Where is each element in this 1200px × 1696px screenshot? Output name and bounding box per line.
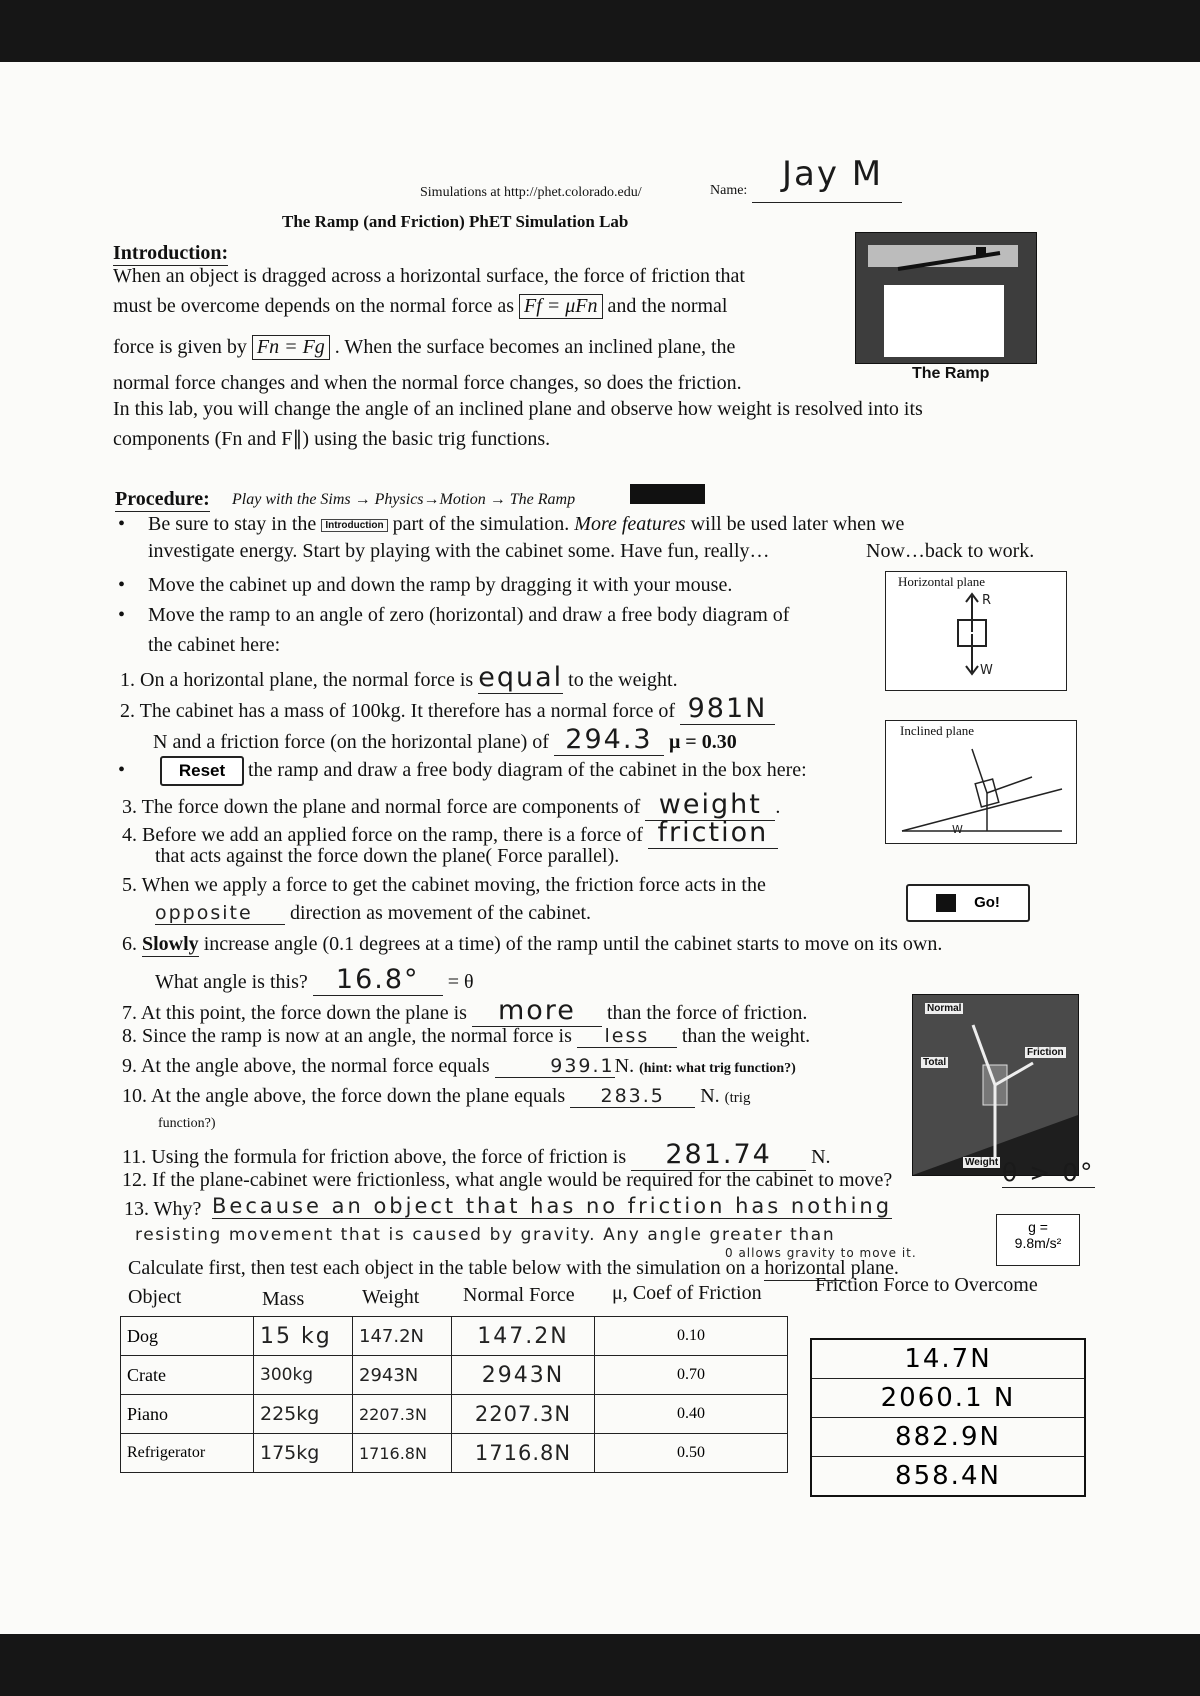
cell-weight: 2943N [353,1356,452,1395]
inclined-fbd-drawing [892,739,1072,839]
header-mass: Mass [262,1288,305,1310]
cell-mass: 300kg [254,1356,353,1395]
bullet-1-text-2: investigate energy. Start by playing with the cabinet some. Have fun, really… [148,540,770,562]
bullet-2-text: Move the cabinet up and down the ramp by dragging it with your mouse. [148,574,733,596]
cell-mu: 0.10 [595,1317,788,1356]
procedure-path: Play with the Sims → Physics→Motion → The Ramp [232,491,576,508]
cell-weight: 2207.3N [353,1395,452,1434]
intro-line-2: must be overcome depends on the normal force as Ff = μFn and the normal [113,295,728,317]
ramp-sim-panel [884,285,1004,357]
q5-answer: opposite [155,902,285,925]
name-value: Jay M [782,154,884,194]
bullet-4: • [118,759,126,781]
source-line: Simulations at http://phet.colorado.edu/ [420,185,642,200]
svg-text:W: W [980,663,993,678]
cell-object: Piano [121,1395,254,1434]
cell-object: Dog [121,1317,254,1356]
cell-mass: 225kg [254,1395,353,1434]
cell-weight: 147.2N [353,1317,452,1356]
ramp-screenshot [855,232,1037,364]
reset-button[interactable]: Reset [160,756,244,786]
cell-mass: 175kg [254,1434,353,1473]
cell-normal: 2207.3N [452,1395,595,1434]
worksheet-page [0,62,1200,1634]
introduction-tab-tag: Introduction [321,519,387,532]
q10-hint-2: function?) [158,1116,216,1131]
q3-answer: weight [645,789,775,821]
q6: 6. Slowly increase angle (0.1 degrees at a time) of the ramp until the cabinet starts to move on its own. [122,933,943,955]
table-row [121,1395,788,1434]
calc-instruction: Calculate first, then test each object in the table below with the simulation on a horizontal plane. [128,1257,899,1279]
cell-object: Refrigerator [121,1434,254,1473]
cell-object: Crate [121,1356,254,1395]
cell-friction: 858.4N [895,1461,1001,1491]
header-weight: Weight [362,1286,420,1308]
q9-answer: 939.1 [495,1055,615,1078]
header-normal-force: Normal Force [463,1284,575,1306]
q9: 9. At the angle above, the normal force equals 939.1N. (hint: what trig function?) [122,1055,796,1077]
q12-answer: θ > 0° [1002,1158,1095,1187]
q3: 3. The force down the plane and normal force are components of weight . [122,789,781,820]
q2-answer-2: 294.3 [554,724,664,756]
cell-weight: 1716.8N [353,1434,452,1473]
intro-line-5: In this lab, you will change the angle of an inclined plane and observe how weight is resolved into its [113,398,923,420]
horizontal-fbd-drawing [936,590,1016,685]
intro-line-3: force is given by Fn = Fg . When the surface becomes an inclined plane, the [113,336,736,358]
table-row [121,1434,788,1473]
bullet-1-text: Be sure to stay in the Introduction part of the simulation. More features will be used later when we [148,513,905,535]
name-line [752,202,902,203]
cell-friction: 2060.1 N [812,1379,1084,1418]
horizontal-plane-label: Horizontal plane [898,574,985,589]
horizontal-plane-fbd-box [885,571,1067,691]
cell-mu: 0.40 [595,1395,788,1434]
q13-answer-1: Because an object that has no friction has nothing [212,1194,893,1218]
bullet-1-text-3: Now…back to work. [866,540,1035,562]
friction-formula: Ff = μFn [519,294,603,319]
go-icon [936,894,956,912]
scan-border-top [0,0,1200,62]
q1-answer: equal [478,662,564,693]
friction-force-column [810,1338,1086,1497]
total-label: Total [923,1057,947,1068]
inclined-plane-label: Inclined plane [900,723,974,738]
q4-line-2: that acts against the force down the plane( Force parallel). [155,845,620,867]
cell-mu: 0.50 [595,1434,788,1473]
header-friction-force: Friction Force to Overcome [815,1274,1038,1296]
cell-normal: 2943N [452,1356,595,1395]
scan-border-bottom [0,1634,1200,1696]
ramp-caption: The Ramp [912,365,990,382]
q10-answer: 283.5 [570,1085,695,1108]
q8-answer: less [577,1025,677,1048]
bullet-3-text: Move the ramp to an angle of zero (horizontal) and draw a free body diagram of [148,604,790,626]
header-mu: μ, Coef of Friction [612,1282,762,1304]
cell-mu: 0.70 [595,1356,788,1395]
q10: 10. At the angle above, the force down the plane equals 283.5 N. (trig [122,1085,751,1107]
friction-label: Friction [1027,1047,1064,1058]
gravity-box [996,1214,1080,1266]
q8: 8. Since the ramp is now at an angle, the normal force is less than the weight. [122,1025,811,1047]
table-row [121,1317,788,1356]
cell-normal: 1716.8N [452,1434,595,1473]
q6-answer: 16.8° [313,964,443,996]
table-row [121,1356,788,1395]
ramp-icon [896,247,1006,273]
procedure-heading: Procedure: [115,488,210,510]
svg-text:R: R [982,593,992,608]
svg-text:W: W [952,823,963,836]
q4-answer: friction [648,817,778,849]
cell-friction: 14.7N [812,1340,1084,1379]
q13-answer-2: resisting movement that is caused by gravity. Any angle greater than [135,1225,836,1245]
q2-answer: 981N [680,693,775,725]
bullet-3-text-2: the cabinet here: [148,634,281,656]
intro-line-6: components (Fn and F∥) using the basic trig functions. [113,428,551,450]
bullet-3: • [118,604,126,626]
weight-label: Weight [965,1157,999,1168]
page-title: The Ramp (and Friction) PhET Simulation Lab [282,212,629,231]
gravity-value: 9.8m/s² [1014,1235,1062,1251]
go-button[interactable]: Go! [906,884,1030,922]
q13: 13. Why? [124,1198,202,1220]
cell-mass: 15 kg [254,1317,353,1356]
name-label: Name: [710,183,748,198]
cell-normal: 147.2N [452,1317,595,1356]
q6-line-2: What angle is this? 16.8° = θ [155,964,474,995]
q13-answer-3: 0 allows gravity to move it. [725,1246,917,1260]
normal-formula: Fn = Fg [252,335,330,360]
data-table [120,1316,788,1473]
redacted-badge [630,484,705,504]
q11-answer: 281.74 [631,1139,806,1171]
q4: 4. Before we add an applied force on the ramp, there is a force of friction [122,817,778,849]
q7-answer: more [472,995,602,1027]
force-vectors-drawing [913,995,1078,1175]
intro-heading: Introduction: [113,242,229,264]
bullet-1: • [118,513,126,535]
bullet-2: • [118,574,126,596]
q5-line-2: opposite direction as movement of the cabinet. [155,902,592,924]
header-object: Object [128,1286,182,1308]
q12: 12. If the plane-cabinet were frictionless, what angle would be required for the cabinet to move? [122,1169,893,1191]
gravity-label: g = [1028,1219,1048,1235]
q7: 7. At this point, the force down the plane is more than the force of friction. [122,995,808,1026]
intro-line-4: normal force changes and when the normal force changes, so does the friction. [113,372,742,394]
inclined-plane-fbd-box [885,720,1077,844]
normal-label: Normal [927,1003,962,1014]
q2-line-2: N and a friction force (on the horizontal plane) of 294.3 μ = 0.30 [153,724,737,755]
q1: 1. On a horizontal plane, the normal force is equal to the weight. [120,662,678,693]
q5: 5. When we apply a force to get the cabinet moving, the friction force acts in the [122,874,766,896]
q2: 2. The cabinet has a mass of 100kg. It therefore has a normal force of 981N [120,693,775,725]
intro-line-1: When an object is dragged across a horizontal surface, the force of friction that [113,265,745,287]
force-diagram-screenshot [912,994,1079,1176]
q11: 11. Using the formula for friction above, the force of friction is 281.74 N. [122,1139,831,1170]
bullet-4-text: the ramp and draw a free body diagram of the cabinet in the box here: [248,759,807,781]
cell-friction: 882.9N [812,1418,1084,1457]
